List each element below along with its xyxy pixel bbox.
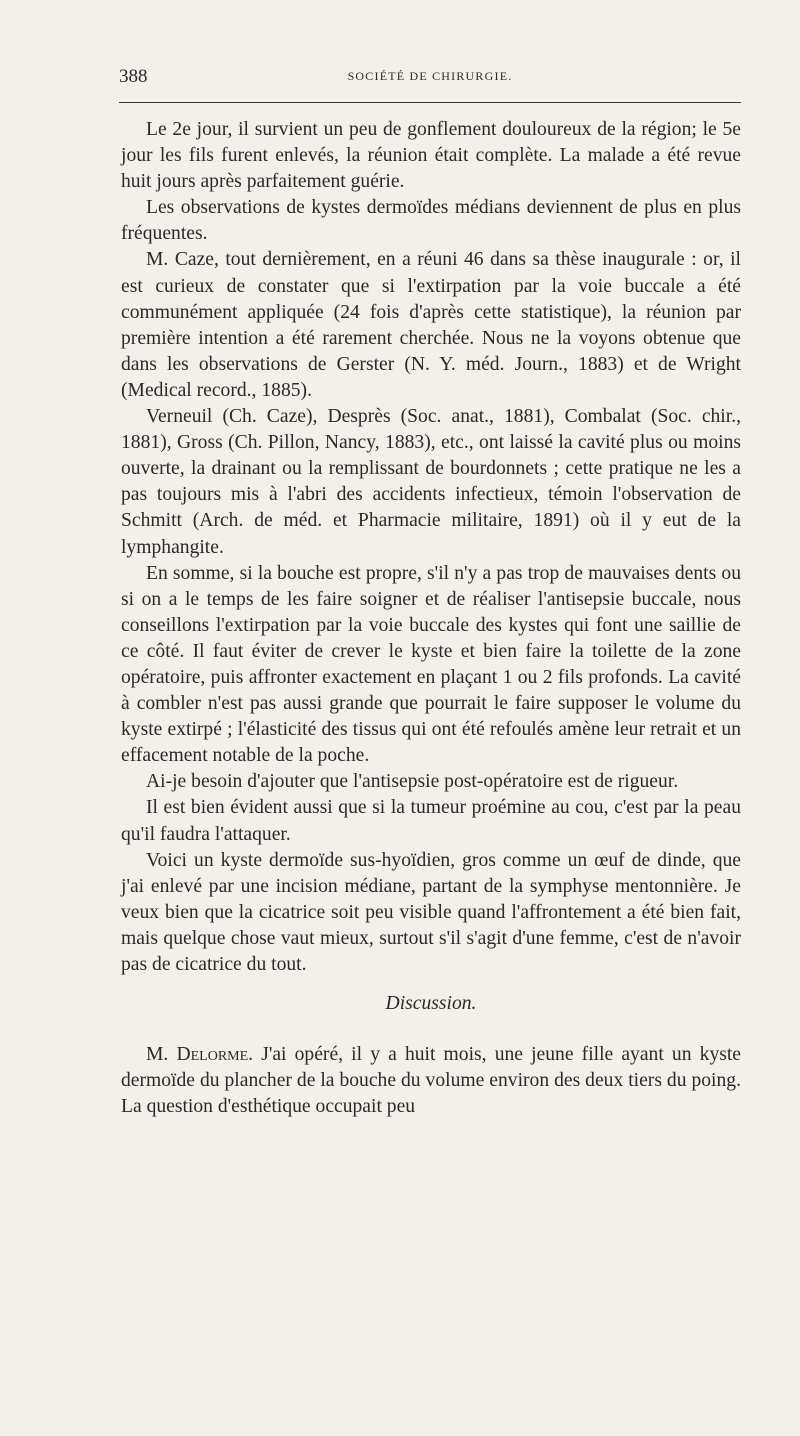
page-number: 388 [119, 66, 148, 87]
discussion-paragraph [121, 1042, 741, 1120]
paragraph: Verneuil (Ch. Caze), Desprès (Soc. anat., 1881), Combalat (Soc. chir., 1881), Gross (Ch. Pillon, Nancy, 1883), etc., ont laissé la cavité plus ou moins ouverte, la drainant ou la remplissant de bourdonnets ; cette pratique ne les a pas toujours mis à l'abri des accidents infectieux, témoin l'observation de Schmitt (Arch. de méd. et Pharmacie militaire, 1891) où il y eut de la lymphangite. [121, 406, 741, 558]
paragraph: Le 2e jour, il survient un peu de gonflement douloureux de la région; le 5e jour les fils furent enlevés, la réunion était complète. La malade a été revue huit jours après parfaitement guérie. [121, 119, 741, 193]
discussion-text: J'ai opéré, il y a huit mois, une jeune fille ayant un kyste dermoïde du plancher de la bouche du volume environ des deux tiers du poing. La question d'esthétique occupait peu [121, 1044, 742, 1118]
paragraph: M. Caze, tout dernièrement, en a réuni 46 dans sa thèse inaugurale : or, il est curieux de constater que si l'extirpation par la voie buccale a été communément appliquée (24 fois d'après cette statistique), la réunion par première intention a été rarement cherchée. Nous ne la voyons obtenue que dans les observations de Gerster (N. Y. méd. Journ., 1883) et de Wright (Medical record., 1885). [121, 249, 741, 401]
paragraph: Ai-je besoin d'ajouter que l'antisepsie post-opératoire est de rigueur. [146, 771, 679, 793]
header-rule [119, 102, 741, 103]
paragraph: En somme, si la bouche est propre, s'il n'y a pas trop de mauvaises dents ou si on a le temps de les faire soigner et de réaliser l'antisepsie buccale, nous conseillons l'extirpation par la voie buccale des kystes qui font une saillie de ce côté. Il faut éviter de crever le kyste et bien faire la toilette de la zone opératoire, puis affronter exactement en plaçant 1 ou 2 fils profonds. La cavité à combler n'est pas aussi grande que pourrait le faire supposer le volume du kyste extirpé ; l'élasticité des tissus qui ont été refoulés amène leur retrait et un effacement notable de la poche. [121, 562, 741, 767]
paragraph: Il est bien évident aussi que si la tumeur proémine au cou, c'est par la peau qu'il faudra l'attaquer. [121, 797, 741, 845]
speaker-name: M. Delorme. [146, 1044, 254, 1066]
body-text [121, 117, 741, 1120]
running-title: SOCIÉTÉ DE CHIRURGIE. [347, 69, 513, 83]
page-header [119, 66, 741, 90]
paragraph: Les observations de kystes dermoïdes médians deviennent de plus en plus fréquentes. [121, 197, 741, 245]
discussion-heading: Discussion. [385, 993, 477, 1015]
section-heading [121, 991, 741, 1017]
paragraph: Voici un kyste dermoïde sus-hyoïdien, gros comme un œuf de dinde, que j'ai enlevé par une incision médiane, partant de la symphyse mentonnière. Je veux bien que la cicatrice soit peu visible quand l'affrontement a été bien fait, mais quelque chose vaut mieux, surtout s'il s'agit d'une femme, c'est de n'avoir pas de cicatrice du tout. [121, 849, 741, 975]
